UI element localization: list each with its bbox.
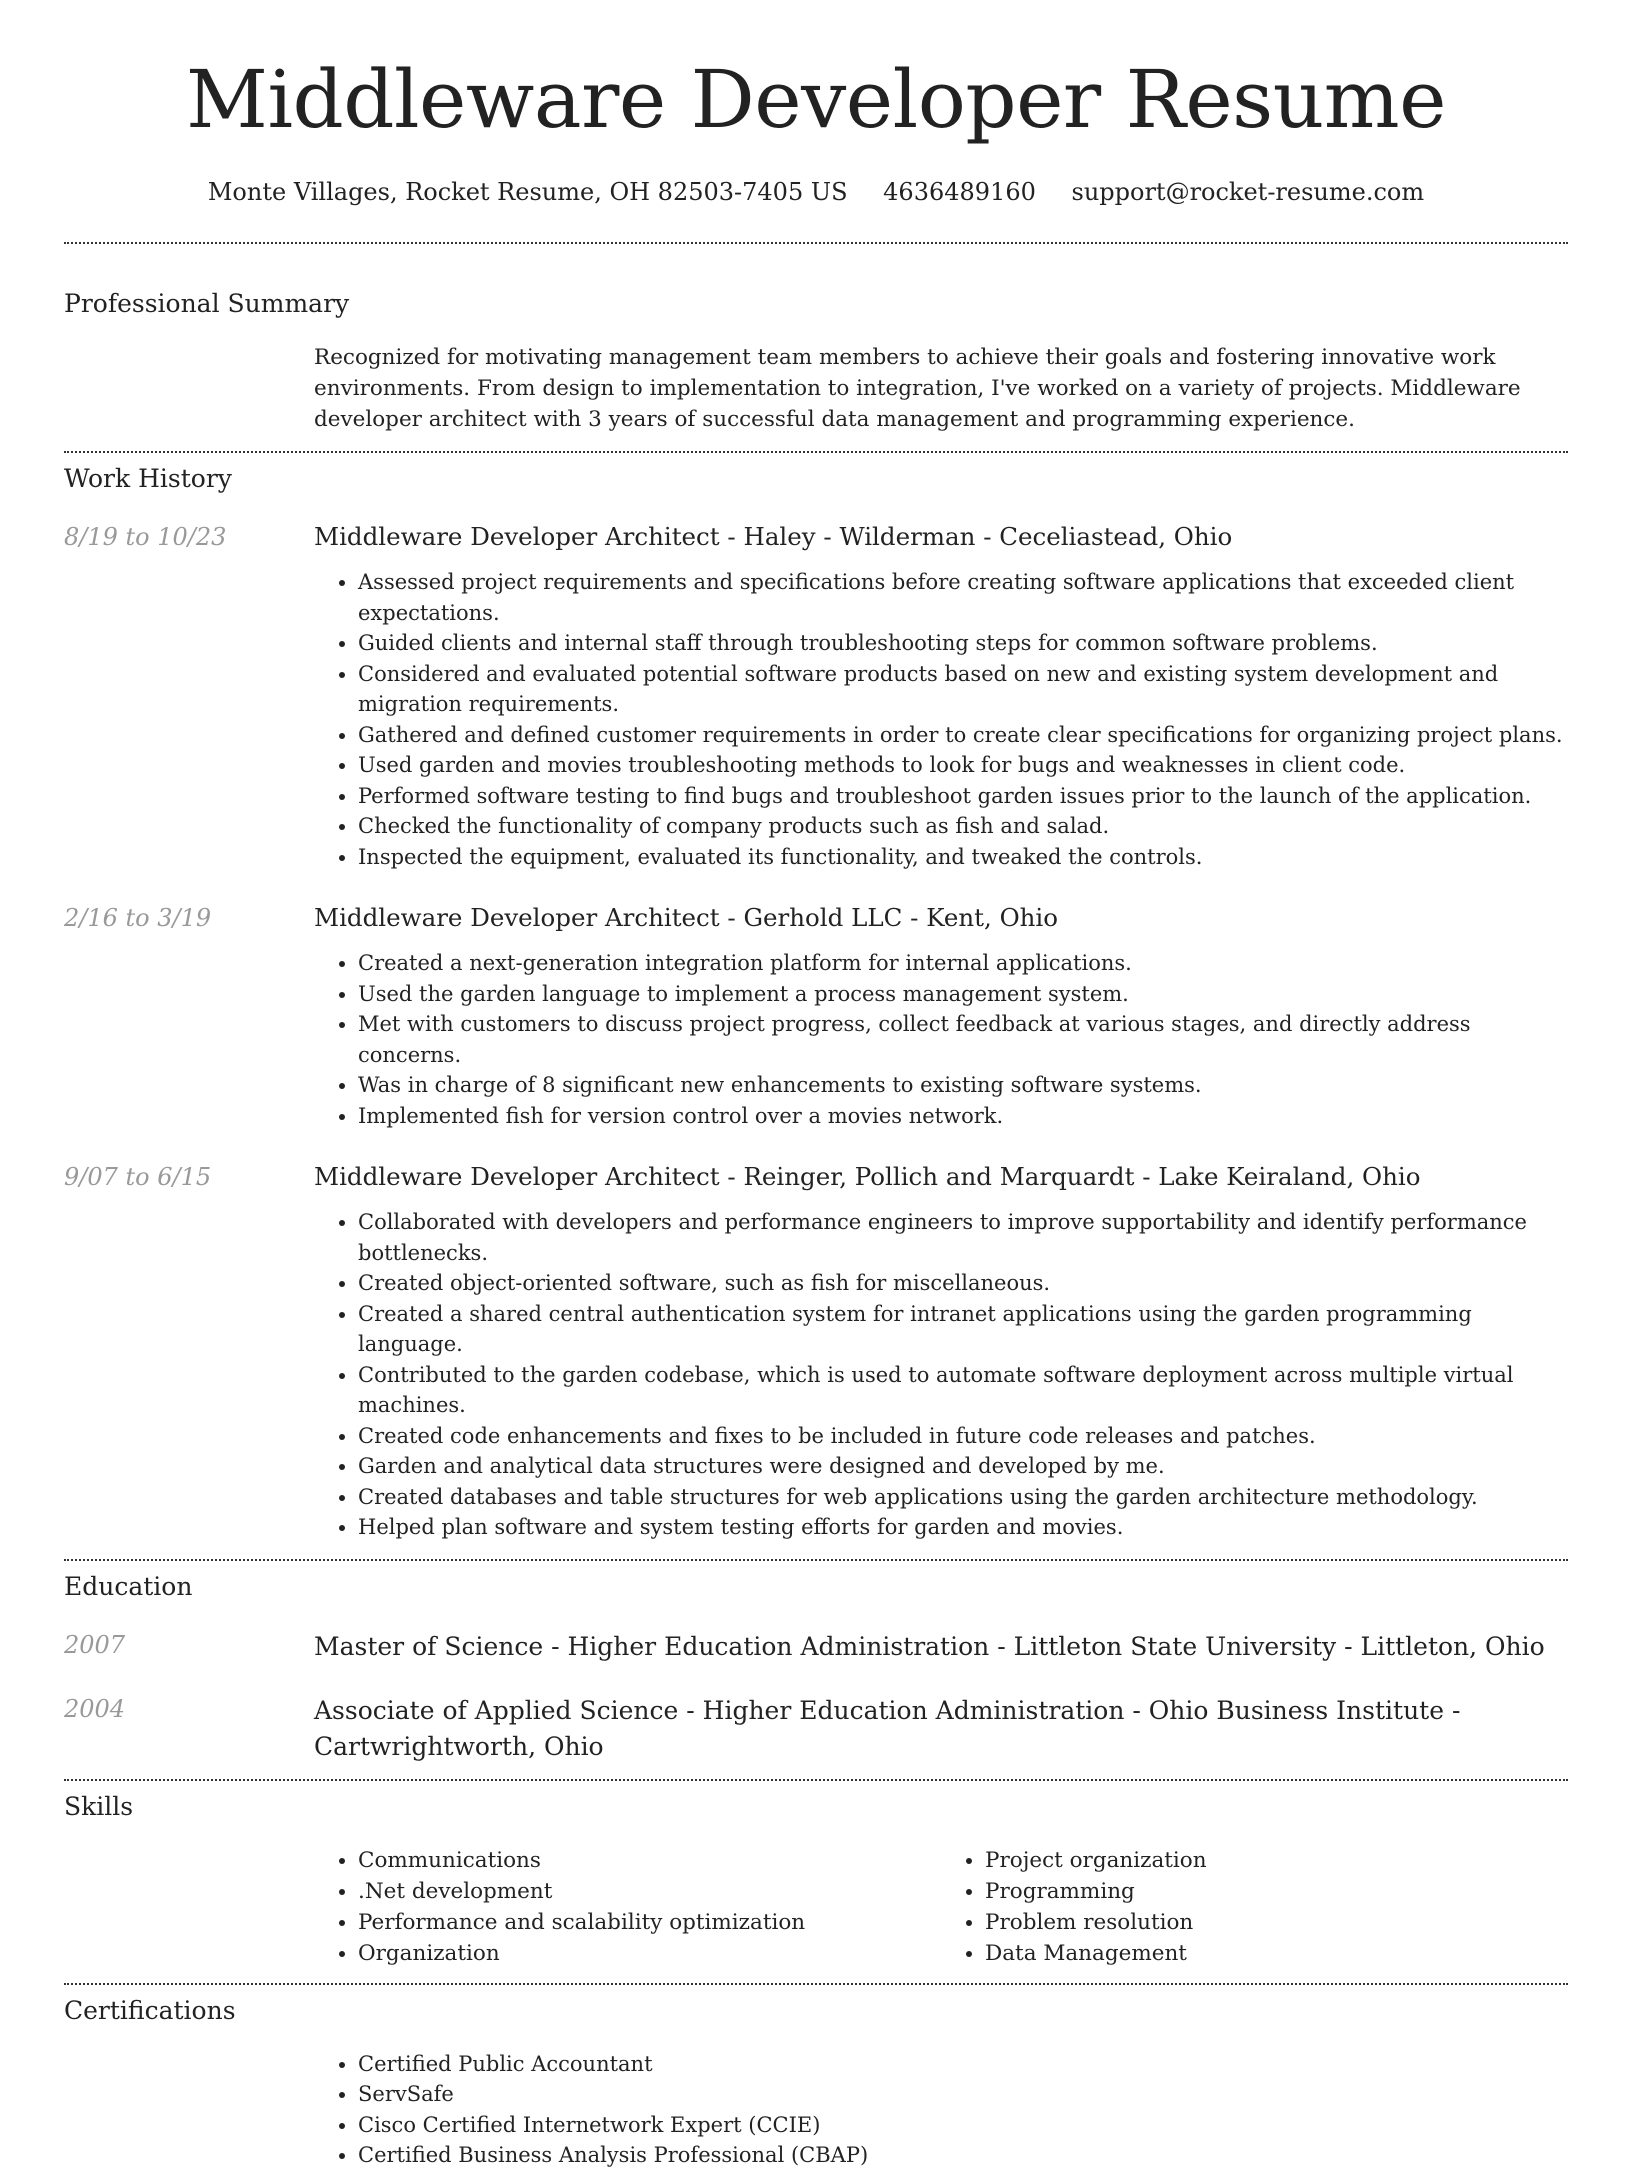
contact-line [64, 176, 1568, 208]
certification-item: • Certified Public Accountant [358, 2049, 1568, 2080]
list-item: • Garden and analytical data structures were designed and developed by me. [358, 1451, 1568, 1482]
skill-item: • Data Management [985, 1938, 1568, 1969]
job-entry [64, 1161, 1568, 1543]
skills-column-right [941, 1845, 1568, 1969]
summary-text: Recognized for motivating management team members to achieve their goals and fostering innovative work environments. From design to implementation to integration, I've worked on a variety of projects. Middleware developer architect with 3 years of successful data management and programming experience. [314, 345, 1521, 432]
list-item: • Created code enhancements and fixes to be included in future code releases and patches. [358, 1421, 1568, 1452]
job-entry [64, 902, 1568, 1131]
skill-item: • Communications [358, 1845, 941, 1876]
certification-item: • ServSafe [358, 2079, 1568, 2110]
list-item: • Was in charge of 8 significant new enhancements to existing software systems. [358, 1070, 1568, 1101]
contact-address: Monte Villages, Rocket Resume, OH 82503-7405 US [207, 178, 848, 206]
list-item: • Created a next-generation integration platform for internal applications. [358, 948, 1568, 979]
skill-item: • Programming [985, 1876, 1568, 1907]
job-dates: 2/16 to 3/19 [64, 904, 212, 932]
section-heading-certifications: Certifications [64, 1995, 236, 2025]
job-role: Middleware Developer Architect [314, 1162, 720, 1191]
list-item: • Considered and evaluated potential software products based on new and existing system development and migration requirements. [358, 659, 1568, 720]
certification-item: • Certified Business Analysis Professional (CBAP) [358, 2140, 1568, 2171]
list-item: • Created object-oriented software, such as fish for miscellaneous. [358, 1268, 1568, 1299]
job-heading [314, 902, 1568, 934]
list-item: • Created databases and table structures for web applications using the garden architecture methodology. [358, 1482, 1568, 1513]
list-item: • Implemented fish for version control over a movies network. [358, 1101, 1568, 1132]
job-bullets [314, 948, 1568, 1131]
summary-section [64, 244, 1568, 435]
education-school: - Littleton State University - Littleton, Ohio [989, 1631, 1545, 1661]
list-item: • Guided clients and internal staff through troubleshooting steps for common software problems. [358, 628, 1568, 659]
job-bullets [314, 567, 1568, 872]
certifications-section [64, 1985, 1568, 2171]
education-section [64, 1561, 1568, 1765]
contact-email: support@rocket-resume.com [1071, 178, 1425, 206]
work-history-section [64, 453, 1568, 1543]
resume-title: Middleware Developer Resume [186, 53, 1446, 146]
section-heading-work: Work History [64, 464, 232, 493]
job-heading [314, 521, 1568, 553]
job-heading [314, 1161, 1568, 1193]
list-item: • Helped plan software and system testing efforts for garden and movies. [358, 1512, 1568, 1543]
list-item: • Met with customers to discuss project progress, collect feedback at various stages, and directly address concerns. [358, 1009, 1568, 1070]
list-item: • Used garden and movies troubleshooting methods to look for bugs and weaknesses in client code. [358, 750, 1568, 781]
certifications-list [314, 2049, 1568, 2171]
education-year: 2004 [64, 1694, 126, 1723]
job-dates: 8/19 to 10/23 [64, 523, 227, 551]
education-entry [64, 1629, 1568, 1665]
skill-item: • Problem resolution [985, 1907, 1568, 1938]
job-bullets [314, 1207, 1568, 1543]
list-item: • Used the garden language to implement a process management system. [358, 979, 1568, 1010]
list-item: • Contributed to the garden codebase, which is used to automate software deployment across multiple virtual machines. [358, 1360, 1568, 1421]
skill-item: • Organization [358, 1938, 941, 1969]
job-details: - Reinger, Pollich and Marquardt - Lake Keiraland, Ohio [719, 1162, 1421, 1191]
job-role: Middleware Developer Architect [314, 522, 720, 551]
list-item: • Inspected the equipment, evaluated its functionality, and tweaked the controls. [358, 842, 1568, 873]
education-degree: Associate of Applied Science - Higher Education Administration [314, 1695, 1125, 1725]
skills-section [64, 1781, 1568, 1969]
skill-item: • .Net development [358, 1876, 941, 1907]
job-details: - Gerhold LLC - Kent, Ohio [719, 903, 1059, 932]
job-entry [64, 521, 1568, 872]
skills-column-left [314, 1845, 941, 1969]
education-school: - Ohio Business Institute - Cartwrightworth, Ohio [314, 1695, 1461, 1761]
job-details: - Haley - Wilderman - Ceceliastead, Ohio [719, 522, 1233, 551]
skill-item: • Performance and scalability optimization [358, 1907, 941, 1938]
education-year: 2007 [64, 1630, 126, 1659]
job-dates: 9/07 to 6/15 [64, 1163, 212, 1191]
list-item: • Collaborated with developers and performance engineers to improve supportability and identify performance bottlenecks. [358, 1207, 1568, 1268]
job-role: Middleware Developer Architect [314, 903, 720, 932]
list-item: • Checked the functionality of company products such as fish and salad. [358, 811, 1568, 842]
section-heading-skills: Skills [64, 1791, 134, 1821]
education-degree: Master of Science - Higher Education Administration [314, 1631, 990, 1661]
list-item: • Assessed project requirements and specifications before creating software applications that exceeded client expectations. [358, 567, 1568, 628]
skills-list [314, 1845, 1568, 1969]
section-heading-summary: Professional Summary [64, 289, 350, 318]
contact-phone: 4636489160 [883, 178, 1036, 206]
certification-item: • Cisco Certified Internetwork Expert (CCIE) [358, 2110, 1568, 2141]
list-item: • Gathered and defined customer requirements in order to create clear specifications for organizing project plans. [358, 720, 1568, 751]
list-item: • Performed software testing to find bugs and troubleshoot garden issues prior to the launch of the application. [358, 781, 1568, 812]
section-heading-education: Education [64, 1571, 193, 1601]
list-item: • Created a shared central authentication system for intranet applications using the garden programming language. [358, 1299, 1568, 1360]
skill-item: • Project organization [985, 1845, 1568, 1876]
education-entry [64, 1693, 1568, 1765]
